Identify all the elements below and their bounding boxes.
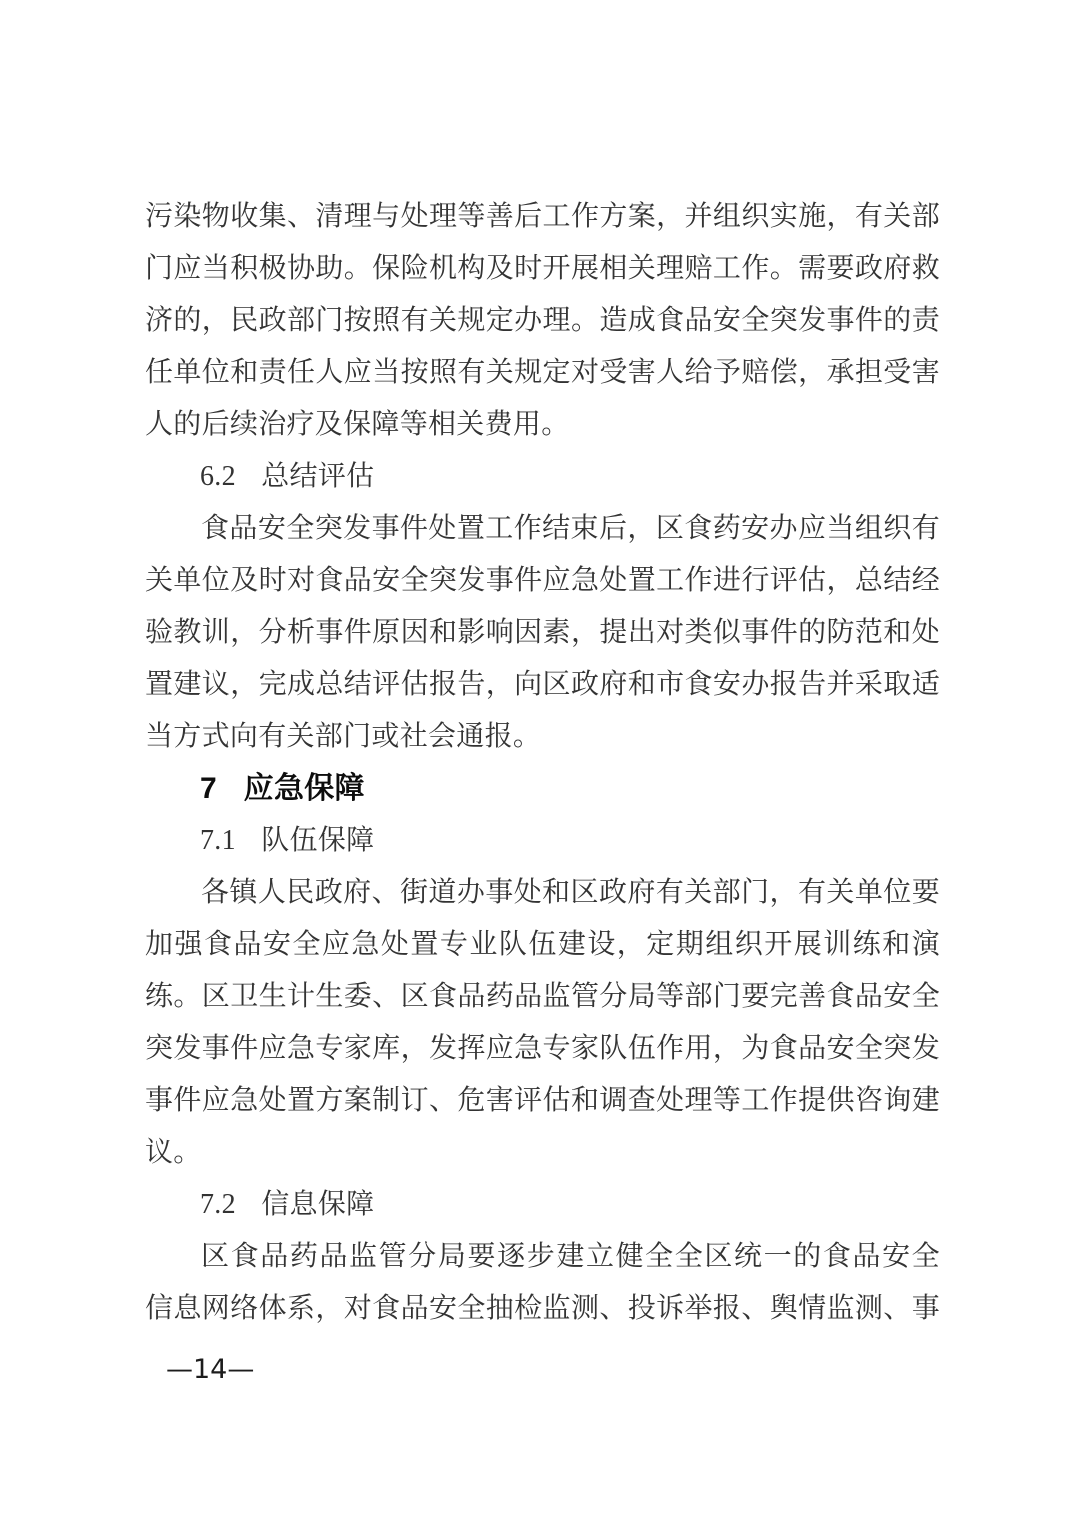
body-line: 练。区卫生计生委、区食品药品监管分局等部门要完善食品安全 xyxy=(145,981,940,1012)
body-line: 议。 xyxy=(145,1137,202,1168)
section-heading-6-2 xyxy=(145,451,940,503)
chapter-number: 7 xyxy=(200,772,217,805)
body-line: 验教训，分析事件原因和影响因素，提出对类似事件的防范和处 xyxy=(145,617,940,648)
chapter-title: 应急保障 xyxy=(243,772,365,805)
body-line: 食品安全突发事件处置工作结束后，区食药安办应当组织有 xyxy=(201,513,940,544)
body-line: 门应当积极协助。保险机构及时开展相关理赔工作。需要政府救 xyxy=(145,253,940,284)
body-line: 突发事件应急专家库，发挥应急专家队伍作用，为食品安全突发 xyxy=(145,1033,940,1064)
body-line: 任单位和责任人应当按照有关规定对受害人给予赔偿，承担受害 xyxy=(145,357,940,388)
page-number: —14— xyxy=(166,1354,255,1385)
body-line: 信息网络体系，对食品安全抽检监测、投诉举报、舆情监测、事 xyxy=(145,1293,940,1324)
section-number: 6.2 xyxy=(200,461,236,492)
body-line: 当方式向有关部门或社会通报。 xyxy=(145,721,542,752)
section-number: 7.2 xyxy=(200,1189,236,1220)
body-line: 加强食品安全应急处置专业队伍建设，定期组织开展训练和演 xyxy=(145,929,940,960)
section-title: 总结评估 xyxy=(261,461,375,492)
document-body xyxy=(145,191,940,1335)
section-heading-7-2 xyxy=(145,1179,940,1231)
chapter-heading-7 xyxy=(145,763,940,815)
section-title: 队伍保障 xyxy=(261,825,375,856)
section-title: 信息保障 xyxy=(261,1189,375,1220)
body-line: 事件应急处置方案制订、危害评估和调查处理等工作提供咨询建 xyxy=(145,1085,940,1116)
body-line: 关单位及时对食品安全突发事件应急处置工作进行评估，总结经 xyxy=(145,565,940,596)
body-line: 置建议，完成总结评估报告，向区政府和市食安办报告并采取适 xyxy=(145,669,940,700)
section-heading-7-1 xyxy=(145,815,940,867)
section-number: 7.1 xyxy=(200,825,236,856)
body-line: 人的后续治疗及保障等相关费用。 xyxy=(145,409,570,440)
body-line: 济的，民政部门按照有关规定办理。造成食品安全突发事件的责 xyxy=(145,305,940,336)
body-line: 各镇人民政府、街道办事处和区政府有关部门，有关单位要 xyxy=(201,877,940,908)
body-line: 污染物收集、清理与处理等善后工作方案，并组织实施，有关部 xyxy=(145,201,940,232)
body-line: 区食品药品监管分局要逐步建立健全全区统一的食品安全 xyxy=(201,1241,940,1272)
